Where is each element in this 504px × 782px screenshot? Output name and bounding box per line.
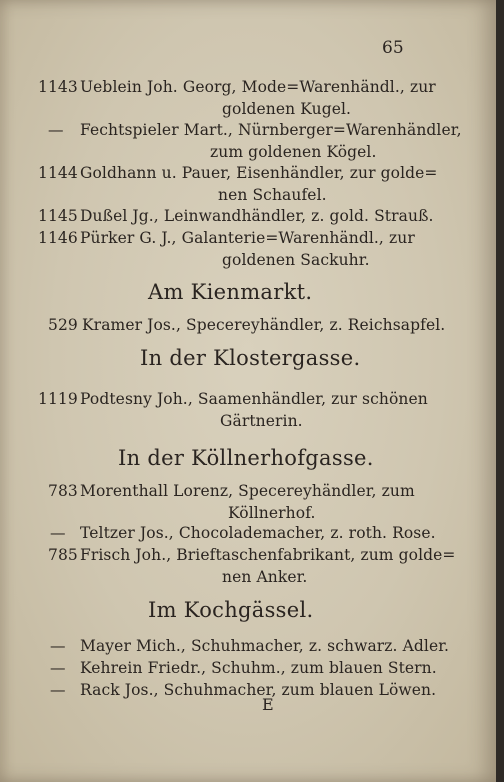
entry-text: Podtesny Joh., Saamenhändler, zur schönen (80, 390, 428, 408)
entry-text: Goldhann u. Pauer, Eisenhändler, zur golde= (80, 164, 438, 182)
entry-continuation: goldenen Kugel. (222, 100, 352, 118)
entry-text: Morenthall Lorenz, Specereyhändler, zum (80, 482, 415, 500)
dash-marker: — (50, 681, 66, 699)
dash-marker: — (48, 121, 64, 139)
house-number: 529 (48, 316, 78, 334)
entry-text: Rack Jos., Schuhmacher, zum blauen Löwen. (80, 681, 437, 699)
entry-text: Kramer Jos., Specereyhändler, z. Reichsapfel. (82, 316, 446, 334)
section-heading-koellnerhofgasse: In der Köllnerhofgasse. (118, 446, 374, 470)
section-heading-kochgaessel: Im Kochgässel. (148, 598, 314, 622)
entry-1146 (38, 227, 458, 271)
entry-783 (48, 480, 468, 524)
section-heading-kienmarkt: Am Kienmarkt. (148, 280, 313, 304)
house-number: 783 (48, 482, 78, 500)
entry-text: Frisch Joh., Brieftaschenfabrikant, zum golde= (80, 546, 456, 564)
entry-continuation: nen Anker. (222, 568, 308, 586)
entry-continuation: goldenen Sackuhr. (222, 251, 370, 269)
entry-text: Teltzer Jos., Chocolademacher, z. roth. Rose. (80, 524, 436, 542)
entry-continuation: nen Schaufel. (218, 186, 327, 204)
entry-1145 (38, 205, 458, 227)
entry-rack (48, 679, 468, 701)
entry-mayer (48, 635, 468, 657)
entry-teltzer (48, 522, 468, 544)
house-number: 1143 (38, 78, 78, 96)
entry-text: Dußel Jg., Leinwandhändler, z. gold. Strauß. (80, 207, 434, 225)
entry-529 (48, 314, 468, 336)
entry-1144 (38, 162, 458, 206)
house-number: 785 (48, 546, 78, 564)
page-number: 65 (382, 38, 404, 58)
entry-text: Fechtspieler Mart., Nürnberger=Warenhändler, (80, 121, 462, 139)
house-number: 1119 (38, 390, 78, 408)
entry-text: Mayer Mich., Schuhmacher, z. schwarz. Adler. (80, 637, 450, 655)
signature-mark: E (262, 695, 274, 714)
entry-text: Kehrein Friedr., Schuhm., zum blauen Stern. (80, 659, 437, 677)
entry-continuation: Gärtnerin. (220, 412, 303, 430)
dash-marker: — (50, 637, 66, 655)
entry-kehrein (48, 657, 468, 679)
entry-1119 (38, 388, 458, 432)
house-number: 1146 (38, 229, 78, 247)
dash-marker: — (50, 524, 66, 542)
entry-text: Ueblein Joh. Georg, Mode=Warenhändl., zur (80, 78, 436, 96)
house-number: 1145 (38, 207, 78, 225)
dash-marker: — (50, 659, 66, 677)
entry-continuation: Köllnerhof. (228, 504, 316, 522)
entry-fechtspieler (38, 119, 462, 163)
entry-continuation: zum goldenen Kögel. (210, 143, 377, 161)
entry-785 (48, 544, 468, 588)
entry-1143 (38, 76, 458, 120)
section-heading-klostergasse: In der Klostergasse. (140, 346, 361, 370)
entry-text: Pürker G. J., Galanterie=Warenhändl., zur (80, 229, 415, 247)
house-number: 1144 (38, 164, 78, 182)
